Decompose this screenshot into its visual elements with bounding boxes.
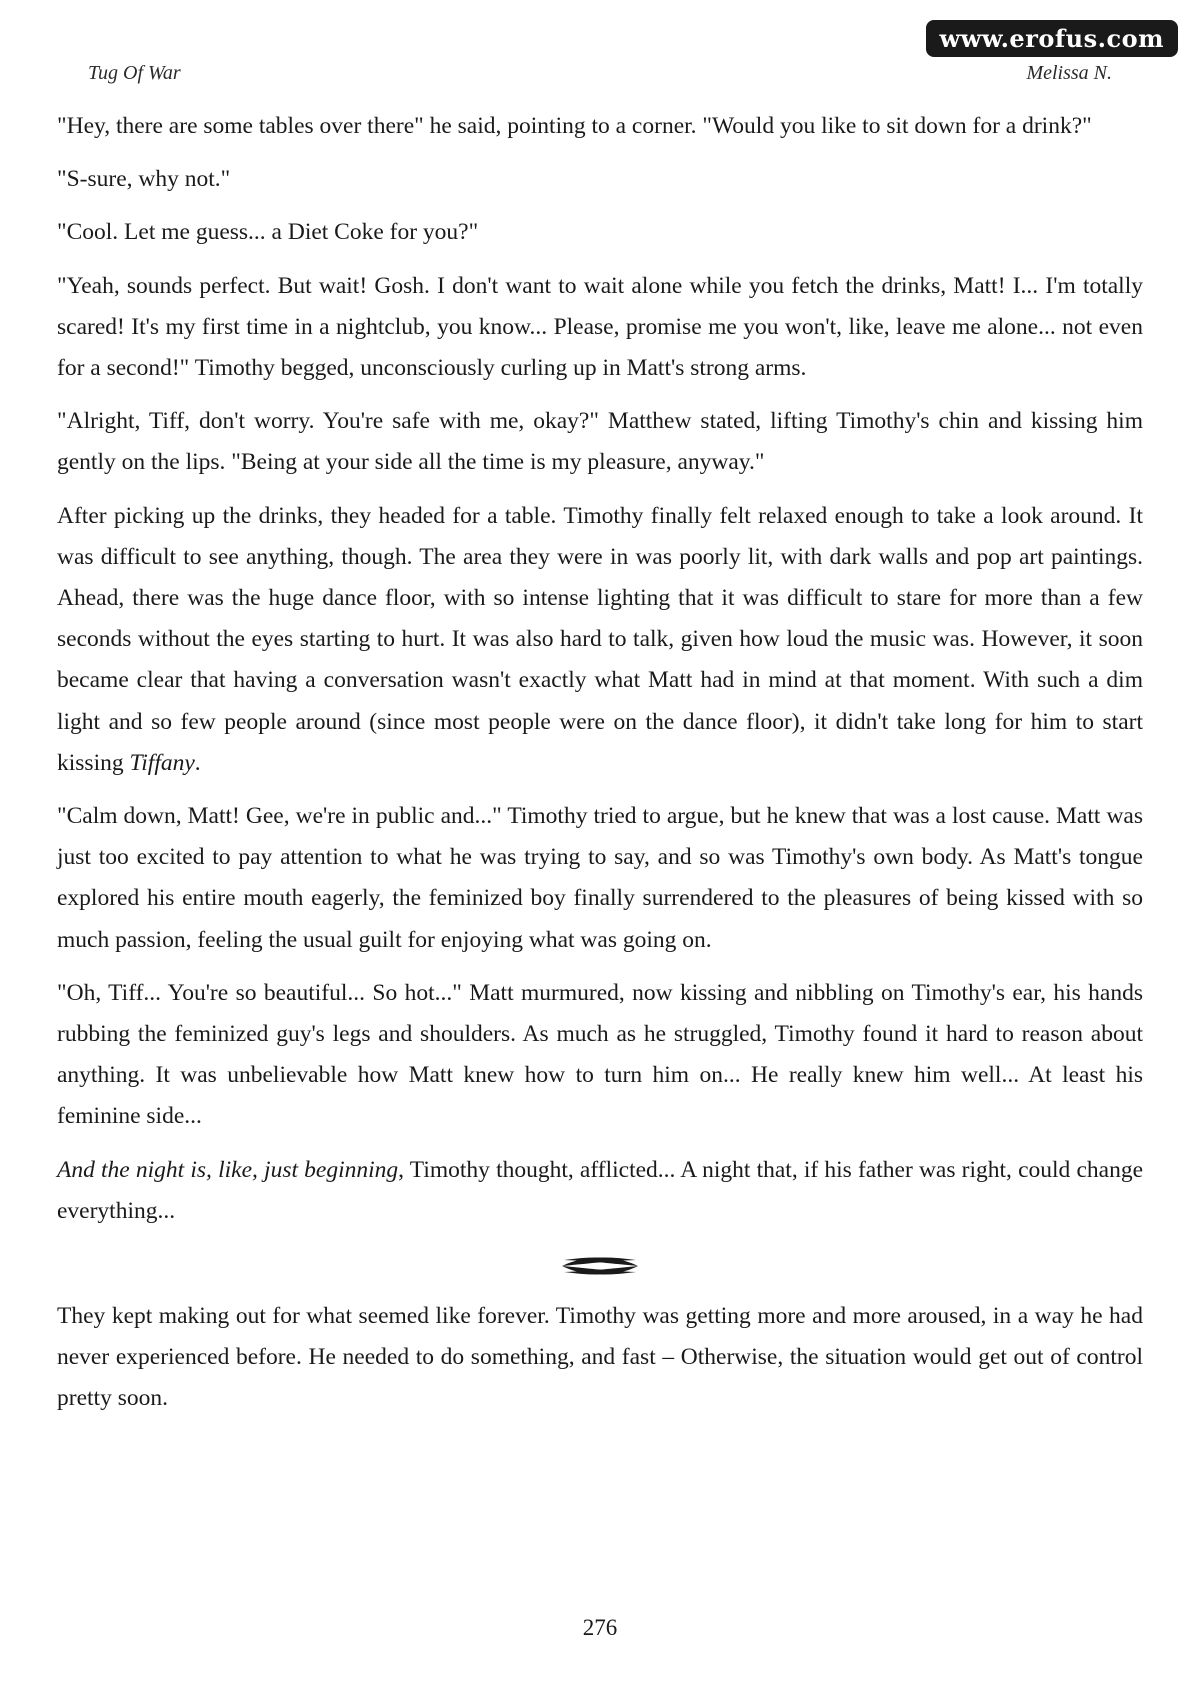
- page-number: 276: [582, 1615, 618, 1640]
- scene-break: [57, 1246, 1143, 1286]
- paragraph: "Yeah, sounds perfect. But wait! Gosh. I don't want to wait alone while you fetch the drinks, Matt! I... I'm totally scared! It's my first time in a nightclub, you know... Please, promise me you won't, like, leave me alone... not even for a second!" Timothy begged, unconsciously curling up in Matt's strong arms.: [57, 272, 1143, 382]
- scene-break-ornament-icon: [560, 1254, 640, 1278]
- paragraph-end: .: [194, 749, 201, 776]
- author-name: Melissa N.: [1026, 62, 1112, 84]
- paragraph: They kept making out for what seemed like forever. Timothy was getting more and more aroused, in a way he had never experienced before. He needed to do something, and fast – Otherwise, the situation would get out of control pretty soon.: [57, 1303, 1143, 1412]
- paragraph: "Oh, Tiff... You're so beautiful... So hot..." Matt murmured, now kissing and nibbling on Timothy's ear, his hands rubbing the feminized guy's legs and shoulders. As much as he struggled, Timothy found it hard to reason about anything. It was unbelievable how Matt knew how to turn him on... He really knew him well... At least his feminine side...: [57, 979, 1143, 1130]
- page-body: [57, 106, 1143, 1432]
- italic-thought: And the night is, like, just beginning: [57, 1156, 399, 1183]
- book-title: Tug Of War: [88, 62, 181, 84]
- paragraph: "Hey, there are some tables over there" he said, pointing to a corner. "Would you like to sit down for a drink?": [57, 113, 1092, 139]
- paragraph: [57, 496, 1143, 784]
- italic-name: Tiffany: [129, 749, 195, 776]
- paragraph-text: , Timothy thought, afflicted... A night that, if his father was right, could change everything...: [57, 1156, 1143, 1224]
- watermark: www.erofus.com: [926, 20, 1179, 57]
- paragraph: [57, 1150, 1143, 1232]
- paragraph: "Calm down, Matt! Gee, we're in public and..." Timothy tried to argue, but he knew that was a lost cause. Matt was just too excited to pay attention to what he was trying to say, and so was Timothy's own body. As Matt's tongue explored his entire mouth eagerly, the feminized boy finally surrendered to the pleasures of being kissed with so much passion, feeling the usual guilt for enjoying what was going on.: [57, 803, 1143, 953]
- paragraph-text: After picking up the drinks, they headed for a table. Timothy finally felt relaxed enough to take a look around. It was difficult to see anything, though. The area they were in was poorly lit, with dark walls and pop art paintings. Ahead, there was the huge dance floor, with so intense lighting that it was difficult to stare for more than a few seconds without the eyes starting to hurt. It was also hard to talk, given how loud the music was. However, it soon became clear that having a conversation wasn't exactly what Matt had in mind at that moment. With such a dim light and so few people around (since most people were on the dance floor), it didn't take long for him to start kissing: [57, 502, 1143, 776]
- paragraph: "Cool. Let me guess... a Diet Coke for you?": [57, 219, 479, 246]
- paragraph: "S-sure, why not.": [57, 166, 231, 193]
- paragraph: "Alright, Tiff, don't worry. You're safe with me, okay?" Matthew stated, lifting Timothy's chin and kissing him gently on the lips. "Being at your side all the time is my pleasure, anyway.": [57, 408, 1143, 476]
